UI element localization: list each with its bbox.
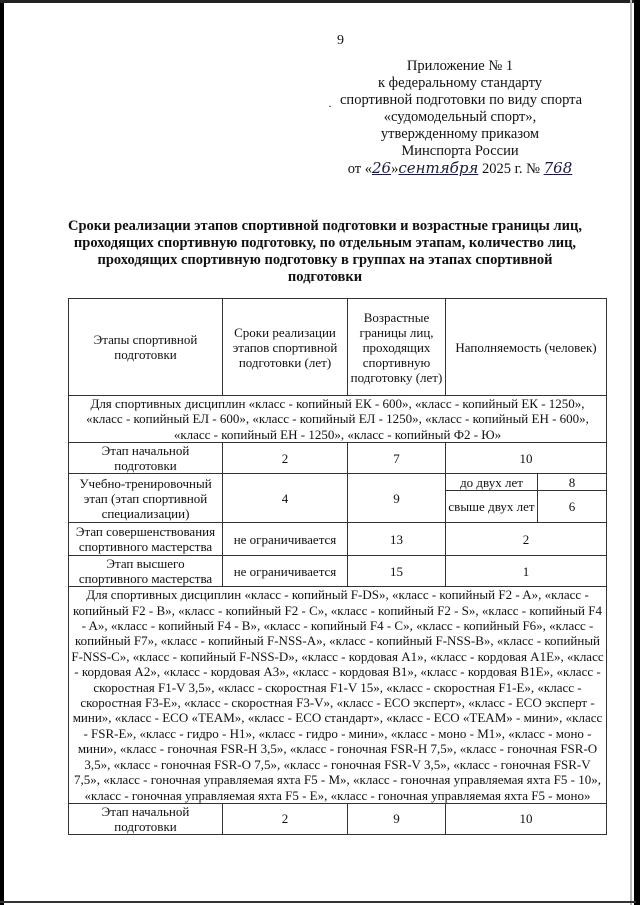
cell-age: 7 xyxy=(348,443,446,474)
order-number-handwritten: 768 xyxy=(543,159,573,177)
page-edge-top xyxy=(0,0,636,3)
cell-capacity: 10 xyxy=(446,443,607,474)
stray-dot: · xyxy=(328,99,332,113)
appendix-line: к федеральному стандарту xyxy=(378,75,542,91)
order-date-line xyxy=(340,160,580,178)
cell-age: 15 xyxy=(348,556,446,587)
cell-capacity-subvalue: 8 xyxy=(538,474,607,491)
appendix-line: утвержденному приказом xyxy=(380,126,540,142)
cell-duration: 4 xyxy=(223,474,348,523)
cell-stage: Этап начальной подготовки xyxy=(69,443,223,474)
discipline-group-text: Для спортивных дисциплин «класс - копийный ЕК - 600», «класс - копийный ЕК - 1250», «класс - копийный ЕЛ - 600», «класс - копийный ЕЛ - 1250», «класс - копийный ЕН - 600», «класс - копийный ЕН - 1250», «класс - копийный Ф2 - Ю» xyxy=(69,396,607,443)
cell-stage: Этап начальной подготовки xyxy=(69,803,223,834)
cell-duration: не ограничивается xyxy=(223,523,348,556)
cell-duration: 2 xyxy=(223,803,348,834)
cell-age: 9 xyxy=(348,474,446,523)
header-capacity: Наполняемость (человек) xyxy=(446,299,607,396)
cell-stage: Этап совершенствования спортивного мастерства xyxy=(69,523,223,556)
header-stage: Этапы спортивной подготовки xyxy=(69,299,223,396)
discipline-group-row xyxy=(69,396,607,443)
order-year: 2025 г. № xyxy=(481,161,541,177)
cell-capacity-subvalue: 6 xyxy=(538,491,607,523)
table-row xyxy=(69,803,607,834)
cell-age: 9 xyxy=(348,803,446,834)
discipline-group-row xyxy=(69,587,607,804)
order-prefix: от « xyxy=(347,161,372,177)
cell-capacity-sublabel: до двух лет xyxy=(446,474,538,491)
cell-capacity-sublabel: свыше двух лет xyxy=(446,491,538,523)
cell-stage: Учебно-тренировочный этап (этап спортивной специализации) xyxy=(69,474,223,523)
document-title: Сроки реализации этапов спортивной подготовки и возрастные границы лиц, проходящих спортивную подготовку, по отдельным этапам, количество лиц, проходящих спортивную подготовку в группах на этапах спортивной подготовки xyxy=(68,218,582,285)
stages-table xyxy=(68,298,607,835)
appendix-line: «судомодельный спорт», xyxy=(383,109,537,125)
cell-age: 13 xyxy=(348,523,446,556)
appendix-line: спортивной подготовки по виду спорта xyxy=(340,92,583,108)
appendix-line: Минспорта России xyxy=(401,143,519,159)
page-edge-left xyxy=(0,0,4,905)
table-row xyxy=(69,474,607,491)
header-duration: Сроки реализации этапов спортивной подготовки (лет) xyxy=(223,299,348,396)
appendix-line: Приложение № 1 xyxy=(406,58,514,74)
table-header-row xyxy=(69,299,607,396)
cell-capacity: 10 xyxy=(446,803,607,834)
order-mid: » xyxy=(391,161,399,177)
appendix-block xyxy=(328,58,583,178)
cell-capacity: 1 xyxy=(446,556,607,587)
cell-duration: не ограничивается xyxy=(223,556,348,587)
table-row xyxy=(69,523,607,556)
table-row xyxy=(69,556,607,587)
discipline-group-text: Для спортивных дисциплин «класс - копийный F-DS», «класс - копийный F2 - A», «класс - копийный F2 - B», «класс - копийный F2 - C», «класс - копийный F2 - S», «класс - копийный F4 - A», «класс - копийный F4 - B», «класс - копийный F4 - C», «класс - копийный F6», «класс - копийный F7», «класс - копийный F-NSS-A», «класс - копийный F-NSS-B», «класс - копийный F-NSS-C», «класс - копийный F-NSS-D», «класс - кордовая A1», «класс - кордовая A1E», «класс - кордовая A2», «класс - кордовая A3», «класс - кордовая B1», «класс - кордовая B1E», «класс - скоростная F1-V 3,5», «класс - скоростная F1-V 15», «класс - скоростная F1-E», «класс - скоростная F3-E», «класс - скоростная F3-V», «класс - ECO эксперт», «класс - ECO эксперт - мини», «класс - ECO «TEAM», «класс - ECO стандарт», «класс - ECO «TEAM» - мини», «класс - FSR-E», «класс - гидро - H1», «класс - гидро - мини», «класс - моно - M1», «класс - моно - мини», «класс - гоночная FSR-H 3,5», «класс - гоночная FSR-H 7,5», «класс - гоночная FSR-O 3,5», «класс - гоночная FSR-O 7,5», «класс - гоночная FSR-V 3,5», «класс - гоночная FSR-V 7,5», «класс - гоночная управляемая яхта F5 - M», «класс - гоночная управляемая яхта F5 - 10», «класс - гоночная управляемая яхта F5 - E», «класс - гоночная управляемая яхта F5 - моно» xyxy=(69,587,607,804)
header-age: Возрастные границы лиц, проходящих спортивную подготовку (лет) xyxy=(348,299,446,396)
cell-capacity: 2 xyxy=(446,523,607,556)
page-edge-bottom xyxy=(0,901,636,903)
page-edge-right xyxy=(634,0,640,905)
order-month-handwritten: сентября xyxy=(398,159,479,177)
cell-stage: Этап высшего спортивного мастерства xyxy=(69,556,223,587)
page-number: 9 xyxy=(337,33,344,48)
order-day-handwritten: 26 xyxy=(372,159,392,177)
table-row xyxy=(69,443,607,474)
page-edge-right-shadow xyxy=(630,0,632,905)
cell-duration: 2 xyxy=(223,443,348,474)
